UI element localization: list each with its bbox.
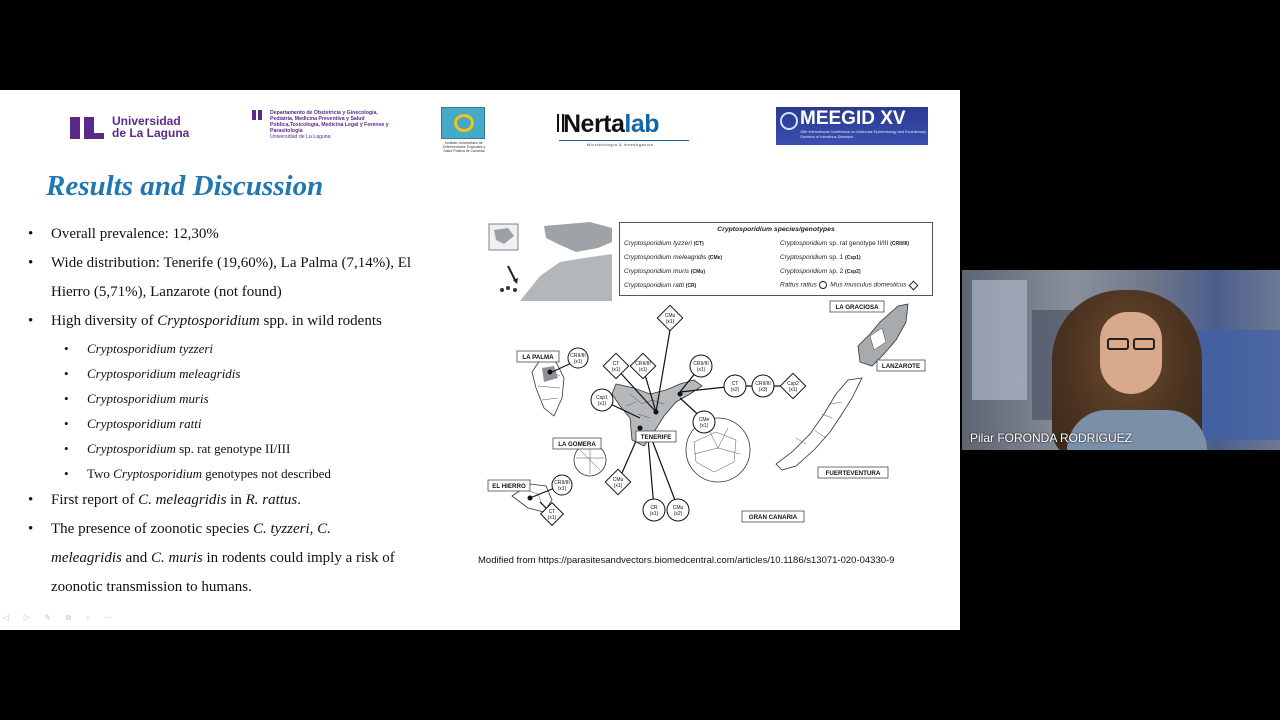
legend-csp2: Cryptosporidium sp. 2 (Csp2) [780, 268, 861, 275]
node-crii-circle-x3 [752, 375, 774, 397]
label-fuerteventura [818, 467, 888, 478]
label-la-gomera [553, 438, 601, 449]
species-legend [619, 222, 933, 296]
svg-text:CR: CR [650, 505, 658, 511]
svg-text:Csp1: Csp1 [596, 395, 608, 401]
svg-text:(x1): (x1) [665, 319, 675, 325]
sub-bullet-meleagridis: • Cryptosporidium meleagridis [28, 361, 448, 386]
ull-logo-text: Universidad de La Laguna [112, 114, 190, 140]
label-el-hierro [488, 480, 530, 491]
svg-text:CMu: CMu [672, 505, 684, 511]
svg-text:GRAN CANARIA: GRAN CANARIA [748, 514, 798, 521]
svg-text:(x1): (x1) [547, 515, 557, 521]
node-cr-circle [643, 499, 665, 521]
svg-text:TENERIFE: TENERIFE [640, 434, 672, 441]
legend-cmu: Cryptosporidium muris (CMu) [624, 268, 706, 275]
svg-text:FUERTEVENTURA: FUERTEVENTURA [825, 470, 881, 477]
dept-logo-text: Departamento de Obstetricia y Ginecología, Pediatría, Medicina Preventiva y Salud Pública,Toxicología, Medicina Legal y Forense y Parasitología [270, 110, 389, 134]
department-logo [252, 110, 392, 146]
legend-ct: Cryptosporidium tyzzeri (CT) [624, 240, 704, 247]
svg-text:(x1): (x1) [557, 486, 567, 492]
label-lanzarote [877, 360, 925, 371]
meegid-logo-text: MEEGID XV [800, 108, 906, 129]
nertalab-name: Nerta [563, 110, 625, 138]
svg-text:LA GRACIOSA: LA GRACIOSA [835, 304, 879, 311]
svg-text:CT: CT [612, 361, 620, 367]
circle-symbol-icon [819, 281, 827, 289]
label-gran-canaria [742, 511, 804, 522]
svg-text:LA PALMA: LA PALMA [522, 354, 554, 361]
bullet-diversity: • High diversity of Cryptosporidium spp. in wild rodents [28, 307, 448, 336]
label-la-palma [517, 351, 559, 362]
glasses-icon [1107, 338, 1157, 352]
legend-cme: Cryptosporidium meleagridis (CMe) [624, 254, 723, 261]
node-cmu-circle-x2 [667, 499, 689, 521]
legend-crii: Cryptosporidium sp. rat genotype II/III (CRII/III) [780, 240, 910, 247]
presentation-slide [0, 90, 960, 630]
svg-text:CMu: CMu [612, 477, 624, 483]
node-cmu-diamond-south [605, 469, 630, 494]
svg-text:CMe: CMe [698, 417, 710, 423]
sub-bullet-muris: • Cryptosporidium muris [28, 386, 448, 411]
svg-text:Csp2: Csp2 [787, 381, 799, 387]
svg-text:(x2): (x2) [673, 511, 683, 517]
institute-emblem-icon [441, 107, 485, 139]
svg-text:(x1): (x1) [611, 367, 621, 373]
svg-text:(x2): (x2) [730, 387, 740, 393]
figure-caption: Modified from https://parasitesandvectors.biomedcentral.com/articles/10.1186/s13071-020-04330-9 [478, 555, 895, 566]
svg-text:EL HIERRO: EL HIERRO [492, 483, 526, 490]
node-csp1-circle [591, 389, 613, 411]
diamond-symbol-icon [909, 280, 919, 290]
dept-logo-subtext: Universidad de La Laguna [270, 134, 331, 140]
svg-text:(x1): (x1) [788, 387, 798, 393]
bullet-first-report: • First report of C. meleagridis in R. rattus. [28, 486, 448, 515]
svg-text:CRII/III: CRII/III [755, 381, 771, 387]
label-tenerife [636, 431, 676, 442]
ull-mark-icon [70, 117, 104, 139]
svg-text:CRII/III: CRII/III [570, 353, 586, 359]
sub-bullet-rat-genotype: • Cryptosporidium sp. rat genotype II/III [28, 436, 448, 461]
svg-text:LA GOMERA: LA GOMERA [558, 441, 596, 448]
svg-text:(x1): (x1) [573, 359, 583, 365]
svg-text:(x1): (x1) [699, 423, 709, 429]
bullet-prevalence: • Overall prevalence: 12,30% [28, 220, 448, 249]
svg-text:(x3): (x3) [758, 387, 768, 393]
participant-name: Pilar FORONDA RODRIGUEZ [970, 431, 1133, 445]
svg-text:CMu: CMu [664, 313, 676, 319]
node-cme-circle [693, 411, 715, 433]
sub-bullet-undescribed: • Two Cryptosporidium genotypes not described [28, 461, 448, 486]
legend-title: Cryptosporidium species/genotypes [717, 226, 835, 233]
meegid-logo-subtext: 15th International Conference on Molecular Epidemiology and Evolutionary Genetics of Infectious Diseases [800, 130, 927, 139]
svg-text:(x1): (x1) [649, 511, 659, 517]
node-csp2-diamond [780, 373, 805, 398]
svg-text:CT: CT [731, 381, 739, 387]
nertalab-tagline: Microbiología & Investigación [587, 142, 654, 147]
bullet-distribution: • Wide distribution: Tenerife (19,60%), La Palma (7,14%), El Hierro (5,71%), Lanzarote (not found) [28, 249, 448, 307]
svg-text:LANZAROTE: LANZAROTE [881, 363, 921, 370]
svg-text:(x1): (x1) [597, 401, 607, 407]
sub-bullet-ratti: • Cryptosporidium ratti [28, 411, 448, 436]
institute-logo [441, 107, 487, 151]
node-crii-circle-hierro [552, 475, 572, 495]
sub-bullet-tyzzeri: • Cryptosporidium tyzzeri [28, 336, 448, 361]
legend-csp1: Cryptosporidium sp. 1 (Csp1) [780, 254, 861, 261]
node-crii-circle [690, 355, 712, 377]
bullet-zoonotic: • The presence of zoonotic species C. tyzzeri, C. meleagridis and C. muris in rodents could imply a risk of zoonotic transmission to humans. [28, 515, 448, 602]
institute-logo-text: Instituto Universitario de Enfermedades Tropicales y Salud Pública de Canarias [442, 141, 486, 153]
node-cmu-diamond [657, 305, 682, 330]
node-crii-diamond [630, 353, 655, 378]
svg-text:(x1): (x1) [696, 367, 706, 373]
slide-title: Results and Discussion [46, 170, 324, 202]
svg-text:CRII/III: CRII/III [693, 361, 709, 367]
svg-text:CT: CT [548, 509, 556, 515]
svg-text:(x1): (x1) [613, 483, 623, 489]
bullet-list [28, 220, 448, 602]
ull-logo [70, 112, 195, 142]
canary-islands-figure [480, 218, 940, 538]
legend-cr: Cryptosporidium ratti (CR) [624, 282, 697, 289]
svg-text:(x1): (x1) [638, 367, 648, 373]
label-la-graciosa [830, 301, 884, 312]
participant-video-tile[interactable] [962, 270, 1280, 450]
slide-nav-controls[interactable]: ◁ ▷ ✎ ⧉ ⌕ ⋯ [3, 613, 119, 622]
dept-mark-icon [252, 110, 266, 122]
svg-text:CRII/III: CRII/III [635, 361, 651, 367]
node-ct-diamond [603, 353, 628, 378]
globe-icon [780, 112, 798, 130]
nertalab-name-suffix: lab [624, 110, 660, 138]
node-ct-circle-x2 [724, 375, 746, 397]
legend-hosts: Rattus rattus Mus musculus domesticus [780, 281, 917, 289]
meegid-logo [776, 107, 928, 145]
svg-text:CRII/III: CRII/III [554, 480, 570, 486]
node-crii-circle-lapalma [568, 348, 588, 368]
nertalab-logo [557, 110, 692, 148]
